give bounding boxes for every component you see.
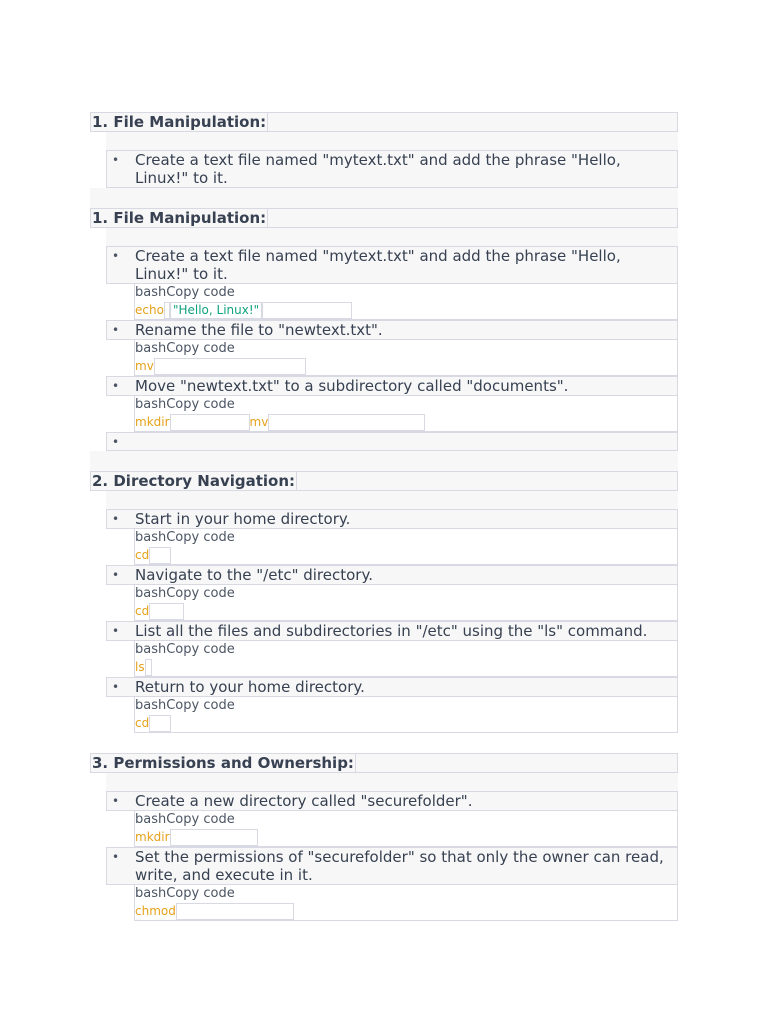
code-line <box>135 902 677 920</box>
item-text: Create a text file named "mytext.txt" and add the phrase "Hello, Linux!" to it. <box>135 151 621 187</box>
section-heading <box>90 471 678 491</box>
code-block <box>134 585 678 621</box>
bullet: • <box>112 850 120 864</box>
code-command: mkdir <box>135 415 170 429</box>
code-placeholder <box>176 903 294 920</box>
code-language: bash <box>135 812 167 827</box>
code-line <box>135 602 677 620</box>
code-command: mv <box>249 415 269 429</box>
spacer <box>106 773 678 791</box>
bullet: • <box>112 680 120 694</box>
code-line <box>135 828 677 846</box>
bullet: • <box>112 249 120 263</box>
bullet: • <box>112 568 120 582</box>
section-title: 1. File Manipulation: <box>92 113 267 131</box>
spacer <box>90 733 678 753</box>
section-title: 2. Directory Navigation: <box>92 472 296 490</box>
code-language: bash <box>135 642 167 657</box>
copy-code-button[interactable]: Copy code <box>166 698 235 713</box>
item-list <box>106 150 678 188</box>
code-line <box>135 413 677 431</box>
copy-code-button[interactable]: Copy code <box>166 530 235 545</box>
code-command: mv <box>135 359 154 373</box>
spacer <box>106 132 678 150</box>
bullet: • <box>112 379 120 393</box>
code-string: "Hello, Linux!" <box>170 302 262 319</box>
bullet: • <box>112 153 120 167</box>
bullet: • <box>112 323 120 337</box>
section-title: 3. Permissions and Ownership: <box>92 754 354 772</box>
code-placeholder <box>145 659 152 676</box>
code-language: bash <box>135 285 167 300</box>
bullet: • <box>112 794 120 808</box>
code-line <box>135 658 677 676</box>
copy-code-button[interactable]: Copy code <box>166 812 235 827</box>
code-placeholder <box>149 603 184 620</box>
list-item <box>106 246 678 284</box>
code-block <box>134 811 678 847</box>
code-block <box>134 396 678 432</box>
list-item <box>106 621 678 641</box>
bullet: • <box>112 512 120 526</box>
list-item <box>106 432 678 451</box>
code-language: bash <box>135 530 167 545</box>
list-item <box>106 847 678 885</box>
item-text: Start in your home directory. <box>135 510 351 528</box>
item-text: Move "newtext.txt" to a subdirectory called "documents". <box>135 377 569 395</box>
code-command: ls <box>135 660 145 674</box>
list-item <box>106 376 678 396</box>
code-header <box>135 284 677 301</box>
item-text: Navigate to the "/etc" directory. <box>135 566 373 584</box>
copy-code-button[interactable]: Copy code <box>166 586 235 601</box>
code-block <box>134 284 678 320</box>
code-command: cd <box>135 604 150 618</box>
code-header <box>135 529 677 546</box>
item-text: List all the files and subdirectories in "/etc" using the "ls" command. <box>135 622 648 640</box>
list-item <box>106 677 678 697</box>
code-placeholder <box>149 547 171 564</box>
section-heading <box>90 112 678 132</box>
item-text: Create a new directory called "securefolder". <box>135 792 473 810</box>
list-item <box>106 320 678 340</box>
item-text: Return to your home directory. <box>135 678 365 696</box>
list-item <box>106 150 678 188</box>
list-item <box>106 565 678 585</box>
section-heading <box>90 208 678 228</box>
copy-code-button[interactable]: Copy code <box>166 397 235 412</box>
copy-code-button[interactable]: Copy code <box>166 886 235 901</box>
code-header <box>135 641 677 658</box>
code-placeholder <box>170 829 258 846</box>
document <box>90 112 678 921</box>
item-list <box>106 509 678 733</box>
code-placeholder <box>170 414 250 431</box>
code-block <box>134 529 678 565</box>
item-text: Create a text file named "mytext.txt" and add the phrase "Hello, Linux!" to it. <box>135 247 621 283</box>
code-placeholder <box>154 358 306 375</box>
code-command: mkdir <box>135 830 170 844</box>
spacer <box>106 228 678 246</box>
code-block <box>134 340 678 376</box>
code-block <box>134 641 678 677</box>
code-placeholder <box>149 715 171 732</box>
code-header <box>135 585 677 602</box>
code-language: bash <box>135 886 167 901</box>
code-language: bash <box>135 698 167 713</box>
item-list <box>106 246 678 451</box>
bullet: • <box>112 435 120 449</box>
list-item <box>106 509 678 529</box>
item-text: Set the permissions of "securefolder" so that only the owner can read, write, and execute in it. <box>135 848 664 884</box>
code-command: echo <box>135 303 164 317</box>
code-language: bash <box>135 586 167 601</box>
code-header <box>135 396 677 413</box>
section-heading <box>90 753 678 773</box>
copy-code-button[interactable]: Copy code <box>166 642 235 657</box>
code-line <box>135 301 677 319</box>
code-placeholder <box>262 302 352 319</box>
code-header <box>135 340 677 357</box>
code-line <box>135 357 677 375</box>
code-command: cd <box>135 716 150 730</box>
code-command: chmod <box>135 904 176 918</box>
code-language: bash <box>135 341 167 356</box>
copy-code-button[interactable]: Copy code <box>166 285 235 300</box>
item-list <box>106 791 678 921</box>
section-title: 1. File Manipulation: <box>92 209 267 227</box>
code-block <box>134 697 678 733</box>
code-line <box>135 714 677 732</box>
item-text: Rename the file to "newtext.txt". <box>135 321 383 339</box>
code-header <box>135 885 677 902</box>
code-line <box>135 546 677 564</box>
code-placeholder <box>268 414 425 431</box>
bullet: • <box>112 624 120 638</box>
spacer <box>90 188 678 208</box>
list-item <box>106 791 678 811</box>
code-block <box>134 885 678 921</box>
code-language: bash <box>135 397 167 412</box>
code-header <box>135 697 677 714</box>
code-command: cd <box>135 548 150 562</box>
copy-code-button[interactable]: Copy code <box>166 341 235 356</box>
spacer <box>106 491 678 509</box>
spacer <box>90 451 678 471</box>
code-header <box>135 811 677 828</box>
